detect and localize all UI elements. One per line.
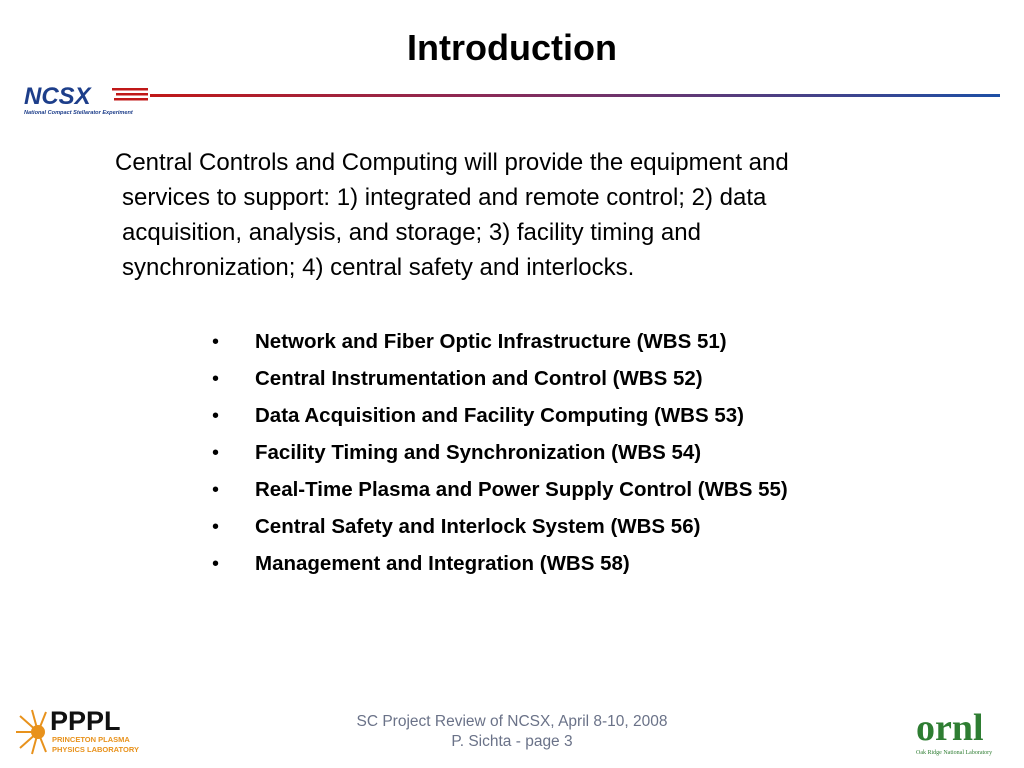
intro-line: synchronization; 4) central safety and interlocks. — [122, 254, 635, 281]
bullet-icon: • — [212, 479, 220, 501]
footer — [312, 712, 712, 752]
list-item — [212, 397, 788, 434]
pppl-logo — [12, 702, 142, 762]
pppl-logo-sub1: PRINCETON PLASMA — [52, 735, 130, 744]
bullet-icon: • — [212, 405, 220, 427]
bullet-text: Facility Timing and Synchronization (WBS 54) — [255, 441, 702, 464]
bullet-icon: • — [212, 331, 220, 353]
ornl-logo-text: ornl — [916, 707, 984, 749]
wbs-bullet-list — [212, 323, 788, 582]
bullet-text: Real-Time Plasma and Power Supply Control (WBS 55) — [255, 478, 788, 501]
ncsx-logo — [18, 80, 168, 120]
bullet-icon: • — [212, 368, 220, 390]
bullet-icon: • — [212, 516, 220, 538]
intro-paragraph — [115, 145, 945, 285]
pppl-logo-sub2: PHYSICS LABORATORY — [52, 745, 139, 754]
slide-title: Introduction — [407, 27, 617, 68]
intro-line: Central Controls and Computing will provide the equipment and — [115, 149, 789, 176]
list-item — [212, 323, 788, 360]
list-item — [212, 434, 788, 471]
bullet-text: Central Safety and Interlock System (WBS 56) — [255, 515, 701, 538]
list-item — [212, 471, 788, 508]
bullet-text: Network and Fiber Optic Infrastructure (WBS 51) — [255, 330, 727, 353]
ornl-logo — [912, 706, 1012, 760]
pppl-logo-text: PPPL — [50, 706, 121, 736]
bullet-text: Data Acquisition and Facility Computing (WBS 53) — [255, 404, 744, 427]
bullet-text: Management and Integration (WBS 58) — [255, 552, 630, 575]
ornl-logo-sub: Oak Ridge National Laboratory — [916, 750, 993, 756]
bullet-text: Central Instrumentation and Control (WBS 52) — [255, 367, 703, 390]
bullet-icon: • — [212, 553, 220, 575]
intro-line: services to support: 1) integrated and remote control; 2) data — [122, 184, 767, 211]
footer-review-line: SC Project Review of NCSX, April 8-10, 2008 — [356, 713, 668, 730]
ncsx-logo-text: NCSX — [24, 83, 91, 110]
header-rule — [150, 94, 1000, 97]
intro-line: acquisition, analysis, and storage; 3) facility timing and — [122, 219, 701, 246]
bullet-icon: • — [212, 442, 220, 464]
ncsx-logo-subtitle: National Compact Stellarator Experiment — [24, 110, 133, 116]
list-item — [212, 545, 788, 582]
list-item — [212, 360, 788, 397]
footer-page-line: P. Sichta - page 3 — [451, 733, 573, 750]
list-item — [212, 508, 788, 545]
